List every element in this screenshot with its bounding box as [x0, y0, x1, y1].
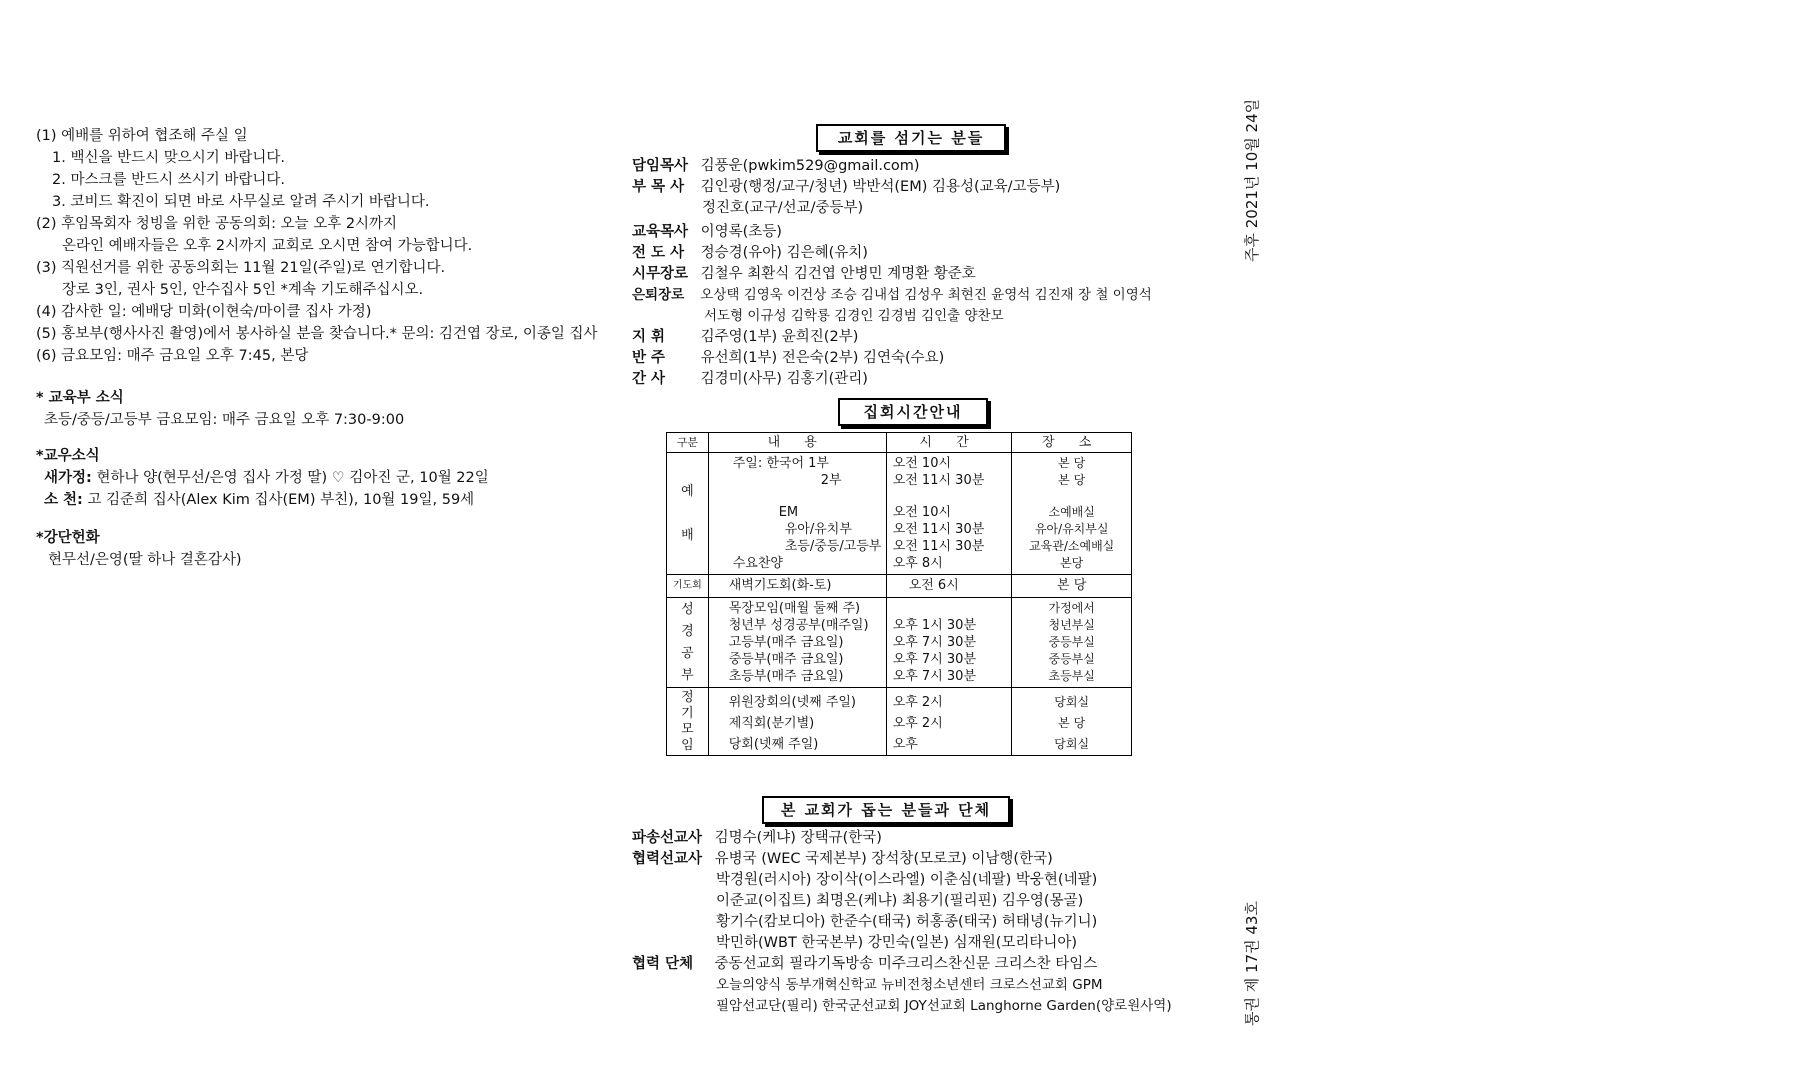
header-place: 장 소 [1012, 433, 1132, 453]
margin-issue: 통권 제 17권 43호 [1243, 901, 1261, 1026]
worship-place-item: 소예배실 [1048, 505, 1095, 519]
bible-place-item: 청년부실 [1048, 618, 1095, 632]
notice-3-detail: 장로 3인, 권사 5인, 안수집사 5인 *계속 기도해주십시오. [62, 282, 424, 298]
mission-text: 중동선교회 필라기독방송 미주크리스찬신문 크리스찬 타임스 [714, 956, 1098, 972]
bible-time-item [893, 600, 1008, 617]
prayer-time: 오전 6시 [886, 575, 1012, 598]
bible-place [1012, 598, 1132, 688]
staff-row [632, 264, 976, 284]
mission-row [716, 870, 1097, 890]
staff-title: 교회를 섬기는 분들 [816, 124, 1006, 152]
meeting-category-char: 임 [681, 737, 694, 753]
worship-row [667, 453, 1132, 575]
meeting-place-item: 본 당 [1058, 716, 1086, 730]
mission-text: 김명수(케냐) 장택규(한국) [714, 830, 882, 846]
worship-time-item: 오전 11시 30분 [892, 522, 985, 537]
meeting-place [1012, 688, 1132, 756]
staff-label: 반 주 [632, 350, 666, 366]
staff-row [632, 327, 858, 347]
staff-row [632, 222, 782, 242]
mission-row [716, 975, 1102, 995]
worship-category-char: 배 [681, 527, 694, 543]
staff-label: 전 도 사 [632, 245, 685, 261]
worship-time-item: 오후 8시 [892, 556, 943, 571]
staff-text: 김철우 최환식 김건엽 안병민 계명환 황준호 [700, 266, 976, 282]
worship-item: EM [778, 505, 799, 520]
worship-time [886, 453, 1012, 575]
worship-category-char: 예 [681, 483, 694, 499]
meeting-place-item: 당회실 [1054, 737, 1090, 751]
mission-text: 유병국 (WEC 국제본부) 장석창(모로코) 이남행(한국) [714, 851, 1053, 867]
mission-label: 협력선교사 [632, 851, 703, 867]
mission-row [632, 828, 882, 848]
header-content: 내 용 [708, 433, 886, 453]
staff-row [704, 306, 1004, 326]
worship-time-item: 오전 10시 [892, 456, 952, 471]
prayer-place: 본 당 [1012, 575, 1132, 598]
mission-row [716, 933, 1077, 953]
staff-text: 오상택 김영욱 이건상 조승 김내섭 김성우 최현진 윤영석 김진재 장 철 이영석 [700, 287, 1152, 303]
margin-date: 주후 2021년 10월 24일 [1243, 98, 1261, 262]
staff-label: 간 사 [632, 371, 666, 387]
bible-place-item: 중등부실 [1048, 652, 1095, 666]
bible-item: 초등부(매주 금요일) [728, 669, 844, 684]
notice-4: (4) 감사한 일: 예배당 미화(이현숙/마이클 집사 가정) [36, 304, 372, 320]
mission-text: 오늘의양식 동부개혁신학교 뉴비전청소년센터 크로스선교회 GPM [716, 977, 1103, 993]
news-wedding [44, 468, 489, 488]
mission-row [716, 996, 1172, 1016]
prayer-row [667, 575, 1132, 598]
flower-line: 현무선/은영(딸 하나 결혼감사) [48, 552, 242, 568]
worship-time-item: 오전 11시 30분 [892, 473, 985, 488]
meeting-time-item: 오후 2시 [892, 716, 943, 731]
edu-title: * 교육부 소식 [36, 390, 124, 406]
staff-label: 부 목 사 [632, 179, 685, 195]
mission-text: 황기수(캄보디아) 한준수(태국) 허홍종(태국) 허태녕(뉴기니) [716, 914, 1098, 930]
mission-row [716, 912, 1097, 932]
bible-place-item: 가정에서 [1048, 601, 1095, 615]
mission-title: 본 교회가 돕는 분들과 단체 [762, 796, 1010, 824]
staff-row [632, 369, 868, 389]
bible-place-item: 초등부실 [1048, 669, 1095, 683]
mission-row [632, 849, 1053, 869]
notice-3: (3) 직원선거를 위한 공동의회는 11월 21일(주일)로 연기합니다. [36, 260, 446, 276]
meeting-item: 위원장회의(넷째 주일) [728, 695, 857, 710]
worship-place-item: 본당 [1060, 556, 1084, 570]
meeting-category-char: 기 [681, 705, 694, 721]
mission-text: 박경원(러시아) 장이삭(이스라엘) 이춘심(네팔) 박웅현(네팔) [716, 872, 1098, 888]
staff-row [632, 348, 944, 368]
staff-text: 김주영(1부) 윤희진(2부) [700, 329, 859, 345]
meeting-place-item: 당회실 [1054, 695, 1090, 709]
meeting-category-char: 모 [681, 721, 694, 737]
bible-time-item: 오후 1시 30분 [892, 618, 976, 633]
worship-time-item: 오전 11시 30분 [892, 539, 985, 554]
news-wedding-text: 현하나 양(현무선/은영 집사 가정 딸) ♡ 김아진 군, 10월 22일 [96, 470, 489, 486]
worship-item: 주일: 한국어 1부 [732, 456, 829, 471]
mission-row [632, 954, 1097, 974]
worship-place-item: 본 당 [1058, 473, 1086, 487]
mission-text: 이준교(이집트) 최명온(케냐) 최용기(필리핀) 김우영(몽골) [716, 893, 1084, 909]
edu-line: 초등/중등/고등부 금요모임: 매주 금요일 오후 7:30-9:00 [44, 412, 405, 428]
staff-label: 시무장로 [632, 266, 689, 282]
bible-item: 중등부(매주 금요일) [728, 652, 844, 667]
bible-item: 청년부 성경공부(매주일) [728, 618, 869, 633]
worship-item: 초등/중등/고등부 [784, 539, 882, 554]
meeting-category [667, 688, 709, 756]
worship-time-item: 오전 10시 [892, 505, 952, 520]
news-death-label: 소 천: [44, 492, 83, 508]
mission-text: 박민하(WBT 한국본부) 강민숙(일본) 심재원(모리타니아) [716, 935, 1078, 951]
meeting-content [708, 688, 886, 756]
notice-5: (5) 홍보부(행사사진 촬영)에서 봉사하실 분을 찾습니다.* 문의: 김건엽 장로, 이종일 집사 [36, 326, 598, 342]
bible-category-char: 성 [681, 601, 694, 617]
notice-2: (2) 후임목회자 청빙을 위한 공동의회: 오늘 오후 2시까지 [36, 216, 398, 232]
staff-text: 김풍운(pwkim529@gmail.com) [700, 158, 920, 174]
bible-time-item: 오후 7시 30분 [892, 669, 976, 684]
bible-item: 고등부(매주 금요일) [728, 635, 844, 650]
mission-label: 협력 단체 [632, 956, 694, 972]
worship-place-item: 유아/유치부실 [1034, 522, 1109, 536]
staff-text: 정승경(유아) 김은혜(유치) [700, 245, 868, 261]
staff-text: 정진호(교구/선교/중등부) [702, 200, 864, 216]
header-category: 구분 [667, 433, 709, 453]
meeting-row [667, 688, 1132, 756]
schedule-table [666, 432, 1132, 756]
staff-label: 은퇴장로 [632, 287, 685, 303]
staff-label: 담임목사 [632, 158, 689, 174]
bible-time-item: 오후 7시 30분 [892, 652, 976, 667]
prayer-content: 새벽기도회(화-토) [708, 575, 886, 598]
staff-row [632, 285, 1152, 305]
bible-place-item: 중등부실 [1048, 635, 1095, 649]
staff-text: 김인광(행정/교구/청년) 박반석(EM) 김용성(교육/고등부) [700, 179, 1061, 195]
bible-item: 목장모임(매월 둘째 주) [728, 601, 861, 616]
notice-1-3: 3. 코비드 확진이 되면 바로 사무실로 알려 주시기 바랍니다. [52, 194, 430, 210]
mission-text: 필암선교단(필리) 한국군선교회 JOY선교회 Langhorne Garden(양로원사역) [716, 998, 1172, 1014]
worship-category [667, 453, 709, 575]
notice-1: (1) 예배를 위하여 협조해 주실 일 [36, 128, 248, 144]
notice-1-2: 2. 마스크를 반드시 쓰시기 바랍니다. [52, 172, 285, 188]
staff-row [632, 177, 1060, 197]
bible-row [667, 598, 1132, 688]
news-title: *교우소식 [36, 448, 100, 464]
staff-text: 서도형 이규성 김학룡 김경인 김경범 김인출 양찬모 [704, 308, 1004, 324]
bible-content [708, 598, 886, 688]
meeting-category-char: 정 [681, 689, 694, 705]
notice-1-1: 1. 백신을 반드시 맞으시기 바랍니다. [52, 150, 285, 166]
news-death [44, 490, 474, 510]
bible-category-char: 부 [681, 667, 694, 683]
mission-label: 파송선교사 [632, 830, 703, 846]
flower-title: *강단헌화 [36, 530, 100, 546]
mission-row [716, 891, 1083, 911]
bible-time [886, 598, 1012, 688]
bible-category-char: 경 [681, 623, 694, 639]
meeting-item: 당회(넷째 주일) [728, 737, 819, 752]
meeting-time-item: 오후 [892, 737, 918, 752]
worship-item: 2부 [820, 473, 842, 488]
worship-place-item: 본 당 [1058, 456, 1086, 470]
bible-time-item: 오후 7시 30분 [892, 635, 976, 650]
notice-2-detail: 온라인 예배자들은 오후 2시까지 교회로 오시면 참여 가능합니다. [62, 238, 473, 254]
bible-category [667, 598, 709, 688]
meeting-time-item: 오후 2시 [892, 695, 943, 710]
worship-place-item: 교육관/소예배실 [1029, 539, 1115, 553]
prayer-category: 기도회 [667, 575, 709, 598]
worship-item: 유아/유치부 [784, 522, 852, 537]
schedule-header-row [667, 433, 1132, 453]
meeting-time [886, 688, 1012, 756]
worship-place [1012, 453, 1132, 575]
staff-text: 이영록(초등) [700, 224, 782, 240]
worship-item: 수요찬양 [732, 556, 783, 571]
notice-6: (6) 금요모임: 매주 금요일 오후 7:45, 본당 [36, 348, 309, 364]
header-time: 시 간 [886, 433, 1012, 453]
worship-content [708, 453, 886, 575]
staff-row [632, 156, 920, 176]
staff-text: 김경미(사무) 김홍기(관리) [700, 371, 868, 387]
schedule-title: 집회시간안내 [838, 398, 988, 426]
staff-label: 지 휘 [632, 329, 666, 345]
news-death-text: 고 김준희 집사(Alex Kim 집사(EM) 부친), 10월 19일, 59세 [87, 492, 475, 508]
staff-row [632, 243, 868, 263]
bible-category-char: 공 [681, 645, 694, 661]
news-wedding-label: 새가정: [44, 470, 92, 486]
meeting-item: 제직회(분기별) [728, 716, 815, 731]
staff-label: 교육목사 [632, 224, 689, 240]
staff-text: 유선희(1부) 전은숙(2부) 김연숙(수요) [700, 350, 945, 366]
staff-row [702, 198, 863, 218]
